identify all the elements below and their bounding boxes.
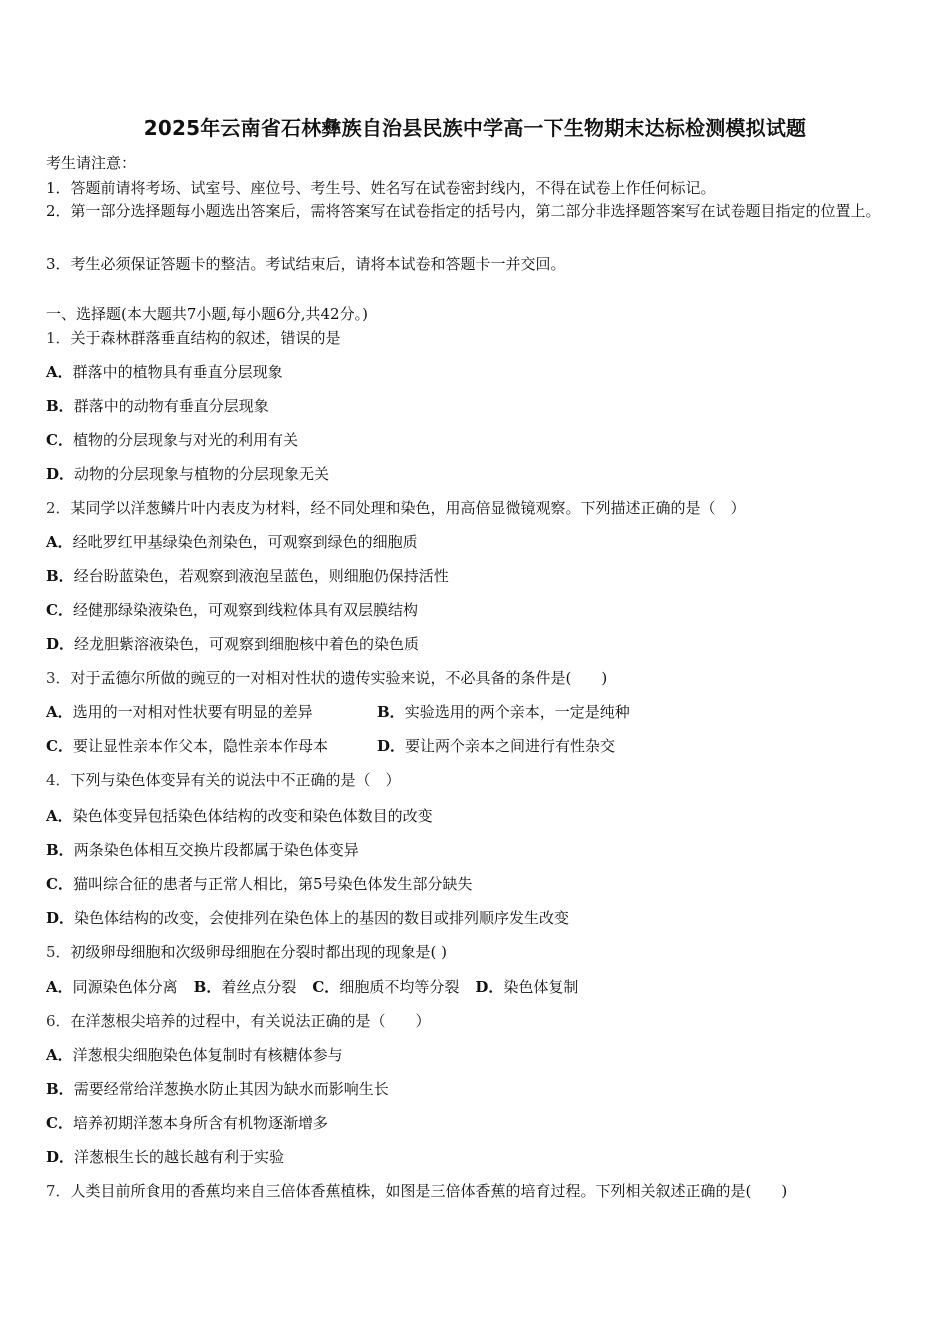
question-7 [46,1180,787,1201]
option-3d: D．要让两个亲本之间进行有性杂交 [377,737,616,755]
option-6c: C．培养初期洋葱本身所含有机物逐渐增多 [46,1114,328,1132]
question-stem: 关于森林群落垂直结构的叙述，错误的是 [70,329,341,347]
question-1 [46,327,341,348]
question-number: 6． [46,1012,71,1030]
option-5b: B．着丝点分裂 [193,978,297,996]
option-1b: B．群落中的动物有垂直分层现象 [46,397,269,415]
question-2 [46,497,746,518]
question-number: 2． [46,499,71,517]
option-2c: C．经健那绿染液染色，可观察到线粒体具有双层膜结构 [46,601,418,619]
question-4 [46,769,401,790]
notice-heading: 考生请注意： [46,154,137,172]
options-5-row [46,976,578,997]
option-2b: B．经台盼蓝染色，若观察到液泡呈蓝色，则细胞仍保持活性 [46,567,449,585]
section-heading: 一、选择题(本大题共7小题,每小题6分,共42分。) [46,305,368,323]
question-6 [46,1010,431,1031]
options-3-row-2 [46,735,615,756]
option-5a: A．同源染色体分离 [46,978,178,996]
option-4c: C．猫叫综合征的患者与正常人相比，第5号染色体发生部分缺失 [46,875,473,893]
option-5d: D．染色体复制 [475,978,579,996]
option-3c: C．要让显性亲本作父本，隐性亲本作母本 [46,737,328,755]
question-stem: 初级卵母细胞和次级卵母细胞在分裂时都出现的现象是( ) [70,943,448,961]
option-2a: A．经吡罗红甲基绿染色剂染色，可观察到绿色的细胞质 [46,533,418,551]
option-1a: A．群落中的植物具有垂直分层现象 [46,363,283,381]
option-4b: B．两条染色体相互交换片段都属于染色体变异 [46,841,359,859]
notice-item-1: 1．答题前请将考场、试室号、座位号、考生号、姓名写在试卷密封线内，不得在试卷上作任何标记。 [46,179,716,197]
option-3a: A．选用的一对相对性状要有明显的差异 [46,703,313,721]
option-6d: D．洋葱根生长的越长越有利于实验 [46,1148,285,1166]
notice-item-3: 3．考生必须保证答题卡的整洁。考试结束后，请将本试卷和答题卡一并交回。 [46,255,566,273]
question-number: 7． [46,1182,71,1200]
question-stem: 在洋葱根尖培养的过程中，有关说法正确的是（ ） [70,1012,431,1030]
notice-item-2: 2．第一部分选择题每小题选出答案后，需将答案写在试卷指定的括号内，第二部分非选择题答案写在试卷题目指定的位置上。 [46,202,881,220]
option-4a: A．染色体变异包括染色体结构的改变和染色体数目的改变 [46,807,433,825]
option-1c: C．植物的分层现象与对光的利用有关 [46,431,298,449]
question-3 [46,667,607,688]
question-number: 4． [46,771,71,789]
option-2d: D．经龙胆紫溶液染色，可观察到细胞核中着色的染色质 [46,635,420,653]
question-stem: 下列与染色体变异有关的说法中不正确的是（ ） [70,771,401,789]
option-6b: B．需要经常给洋葱换水防止其因为缺水而影响生长 [46,1080,389,1098]
option-1d: D．动物的分层现象与植物的分层现象无关 [46,465,330,483]
question-number: 3． [46,669,71,687]
question-number: 5． [46,943,71,961]
option-6a: A．洋葱根尖细胞染色体复制时有核糖体参与 [46,1046,343,1064]
page-title: 2025年云南省石林彝族自治县民族中学高一下生物期末达标检测模拟试题 [143,116,807,140]
question-stem: 某同学以洋葱鳞片叶内表皮为材料，经不同处理和染色，用高倍显微镜观察。下列描述正确的是（ ） [70,499,746,517]
option-4d: D．染色体结构的改变，会使排列在染色体上的基因的数目或排列顺序发生改变 [46,909,570,927]
question-stem: 对于孟德尔所做的豌豆的一对相对性状的遗传实验来说，不必具备的条件是( ) [70,669,608,687]
options-3-row-1 [46,701,630,722]
option-5c: C．细胞质不均等分裂 [312,978,460,996]
question-stem: 人类目前所食用的香蕉均来自三倍体香蕉植株，如图是三倍体香蕉的培育过程。下列相关叙述正确的是( ) [70,1182,788,1200]
option-3b: B．实验选用的两个亲本，一定是纯种 [377,703,630,721]
question-5 [46,941,447,962]
question-number: 1． [46,329,71,347]
